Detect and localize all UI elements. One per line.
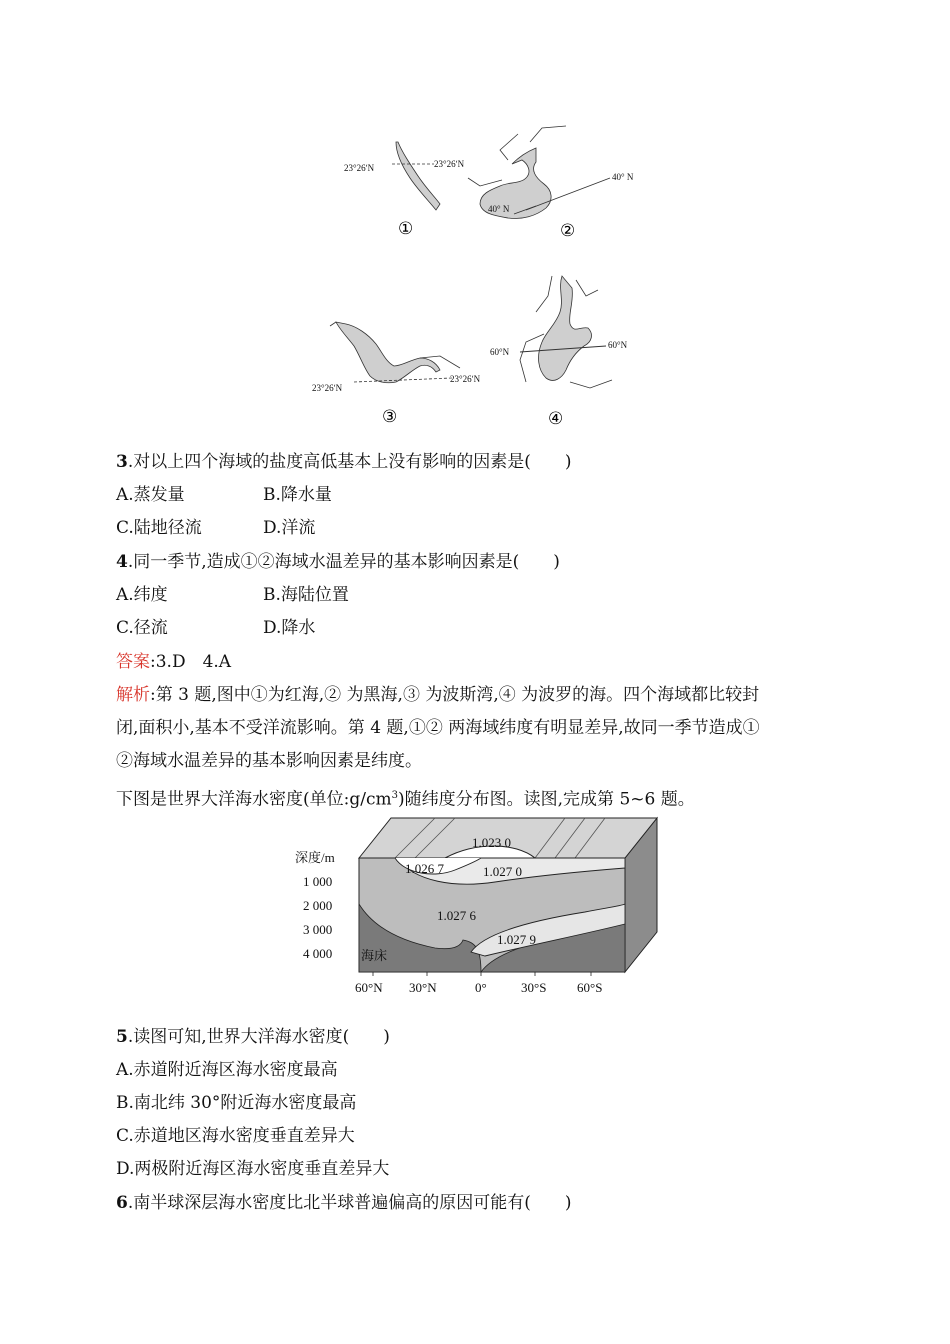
- answer-label: 答案: [116, 652, 150, 672]
- density-chart-svg: [285, 812, 665, 998]
- q3-option-b: B.降水量: [263, 485, 332, 505]
- q4-text: .同一季节,造成①②海域水温差异的基本影响因素是( ): [127, 552, 560, 572]
- depth-axis-label: 深度/m: [295, 850, 335, 865]
- intro-tail: )随纬度分布图。读图,完成第 5~6 题。: [398, 789, 695, 810]
- analysis-line-1: [116, 685, 759, 705]
- map-baltic-sea: [490, 276, 628, 429]
- map3-lat-left: 23°26ʹN: [312, 383, 343, 393]
- q5-stem: [116, 1027, 390, 1047]
- isoline-1-0270: 1.027 0: [483, 864, 522, 879]
- map1-lat-right: 23°26ʹN: [434, 159, 465, 169]
- analysis-line-2: 闭,面积小,基本不受洋流影响。第 4 题,①② 两海域纬度有明显差异,故同一季节造成①: [116, 718, 760, 738]
- isoline-1-0267: 1.026 7: [405, 861, 444, 876]
- depth-tick-4000: 4 000: [303, 946, 333, 961]
- intro-line: [116, 786, 695, 810]
- q4-option-a: A.纬度: [116, 585, 168, 605]
- q3-text: .对以上四个海域的盐度高低基本上没有影响的因素是( ): [127, 452, 572, 472]
- q5-option-c: C.赤道地区海水密度垂直差异大: [116, 1126, 355, 1146]
- map-red-sea: [344, 142, 465, 239]
- sea-maps-svg: [312, 120, 650, 440]
- q4-option-c: C.径流: [116, 618, 168, 638]
- q3-option-a: A.蒸发量: [116, 485, 185, 505]
- depth-tick-1000: 1 000: [303, 874, 333, 889]
- map4-label: ④: [548, 409, 564, 429]
- lat-tick-60s: 60°S: [577, 980, 603, 995]
- depth-tick-3000: 3 000: [303, 922, 333, 937]
- map3-label: ③: [382, 407, 398, 427]
- map2-lat-left: 40° N: [488, 204, 510, 214]
- lat-tick-30n: 30°N: [409, 980, 437, 995]
- lat-tick-30s: 30°S: [521, 980, 547, 995]
- q3-option-d: D.洋流: [263, 518, 316, 538]
- analysis-label: 解析: [116, 685, 150, 705]
- seabed-label: 海床: [361, 948, 388, 963]
- q3-stem: [116, 452, 572, 472]
- sea-maps-figure: [312, 120, 650, 440]
- q4-stem: [116, 552, 560, 572]
- intro-text: 下图是世界大洋海水密度(单位:g/cm: [116, 789, 392, 810]
- q5-option-a: A.赤道附近海区海水密度最高: [116, 1060, 338, 1080]
- q5-number: 5: [116, 1027, 128, 1047]
- q3-option-c: C.陆地径流: [116, 518, 202, 538]
- map2-lat-right: 40° N: [612, 172, 634, 182]
- map-black-sea: [468, 126, 634, 241]
- q5-text: .读图可知,世界大洋海水密度( ): [127, 1027, 390, 1047]
- q6-text: .南半球深层海水密度比北半球普遍偏高的原因可能有( ): [127, 1193, 572, 1213]
- q5-option-b: B.南北纬 30°附近海水密度最高: [116, 1093, 357, 1113]
- map1-lat-left: 23°26ʹN: [344, 163, 375, 173]
- q4-option-b: B.海陆位置: [263, 585, 349, 605]
- lat-tick-60n: 60°N: [355, 980, 383, 995]
- q6-number: 6: [116, 1193, 128, 1213]
- map3-lat-right: 23°26ʹN: [450, 374, 481, 384]
- isoline-1-0230: 1.023 0: [472, 835, 511, 850]
- density-chart: [285, 812, 665, 998]
- q5-option-d: D.两极附近海区海水密度垂直差异大: [116, 1159, 390, 1179]
- isoline-1-0276: 1.027 6: [437, 908, 476, 923]
- analysis-line-3: ②海域水温差异的基本影响因素是纬度。: [116, 751, 422, 771]
- map4-lat-right: 60°N: [608, 340, 628, 350]
- q6-stem: [116, 1193, 572, 1213]
- map2-label: ②: [560, 221, 576, 241]
- q4-number: 4: [116, 552, 128, 572]
- answer-line: [116, 652, 231, 672]
- map1-label: ①: [398, 219, 414, 239]
- q3-number: 3: [116, 452, 128, 472]
- intro-sup: 3: [391, 790, 398, 801]
- isoline-1-0279: 1.027 9: [497, 932, 536, 947]
- answer-text: :3.D 4.A: [150, 652, 232, 672]
- map4-lat-left: 60°N: [490, 347, 510, 357]
- q4-option-d: D.降水: [263, 618, 316, 638]
- lat-tick-0: 0°: [475, 980, 487, 995]
- map-persian-gulf: [312, 322, 481, 427]
- analysis-text-1: :第 3 题,图中①为红海,② 为黑海,③ 为波斯湾,④ 为波罗的海。四个海域都比较封: [150, 685, 760, 705]
- depth-tick-2000: 2 000: [303, 898, 333, 913]
